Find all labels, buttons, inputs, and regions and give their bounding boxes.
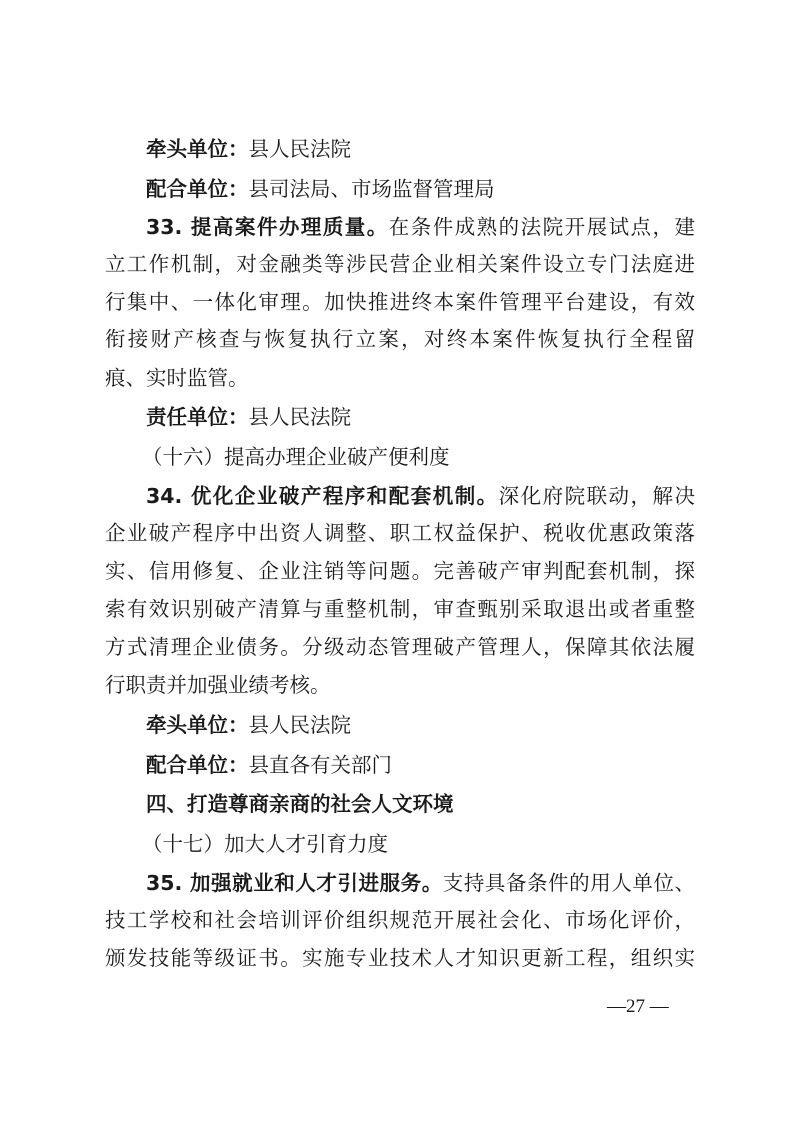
item-34-line-6: 行职责并加强业绩考核。	[105, 673, 331, 697]
lead-unit-line	[146, 134, 695, 164]
item-33-line-2: 立工作机制，对金融类等涉民营企业相关案件设立专门法庭进	[105, 252, 695, 276]
item-34-line-3: 实、信用修复、企业注销等问题。完善破产审判配套机制，探	[105, 559, 695, 583]
section-heading-4: 四、打造尊商亲商的社会人文环境	[146, 792, 454, 816]
item-33-title: 33. 提高案件办理质量。	[146, 215, 389, 239]
item-34-title: 34. 优化企业破产程序和配套机制。	[146, 484, 499, 508]
cooperating-unit-value-2: 县直各有关部门	[248, 753, 392, 777]
lead-unit-label: 牵头单位：	[146, 137, 249, 161]
item-35-title: 35. 加强就业和人才引进服务。	[146, 871, 443, 895]
item-34-line-1	[146, 481, 695, 511]
responsible-unit-line	[146, 402, 695, 432]
item-34-line-5: 方式清理企业债务。分级动态管理破产管理人，保障其依法履	[105, 635, 695, 659]
item-33-line-3: 行集中、一体化审理。加快推进终本案件管理平台建设，有效	[105, 290, 695, 314]
item-33-line-1	[146, 212, 695, 242]
cooperating-unit-line	[146, 174, 695, 204]
item-34-text-1: 深化府院联动，解决	[498, 484, 695, 508]
cooperating-unit-line-2	[146, 750, 695, 780]
item-34-line-2: 企业破产程序中出资人调整、职工权益保护、税收优惠政策落	[105, 521, 695, 545]
cooperating-unit-label: 配合单位：	[146, 177, 249, 201]
responsible-unit-value: 县人民法院	[248, 405, 351, 429]
lead-unit-label-2: 牵头单位：	[146, 713, 249, 737]
lead-unit-value-2: 县人民法院	[248, 713, 351, 737]
item-33-text-1: 在条件成熟的法院开展试点，建	[388, 215, 695, 239]
lead-unit-line-2	[146, 710, 695, 740]
item-35-line-3: 颁发技能等级证书。实施专业技术人才知识更新工程，组织实	[105, 946, 695, 970]
subheading-17: （十七）加大人才引育力度	[142, 832, 388, 856]
item-34-line-4: 索有效识别破产清算与重整机制，审查甄别采取退出或者重整	[105, 597, 695, 621]
responsible-unit-label: 责任单位：	[146, 405, 249, 429]
cooperating-unit-label-2: 配合单位：	[146, 753, 249, 777]
item-35-text-1: 支持具备条件的用人单位、	[442, 871, 695, 895]
item-35-line-2: 技工学校和社会培训评价组织规范开展社会化、市场化评价，	[105, 908, 695, 932]
subheading-16: （十六）提高办理企业破产便利度	[142, 445, 450, 469]
item-35-line-1	[146, 868, 695, 898]
page-number: —27 —	[607, 996, 669, 1017]
item-33-line-4: 衔接财产核查与恢复执行立案，对终本案件恢复执行全程留	[105, 327, 695, 351]
cooperating-unit-value: 县司法局、市场监督管理局	[248, 177, 495, 201]
item-33-line-5: 痕、实时监管。	[105, 366, 249, 390]
lead-unit-value: 县人民法院	[248, 137, 351, 161]
